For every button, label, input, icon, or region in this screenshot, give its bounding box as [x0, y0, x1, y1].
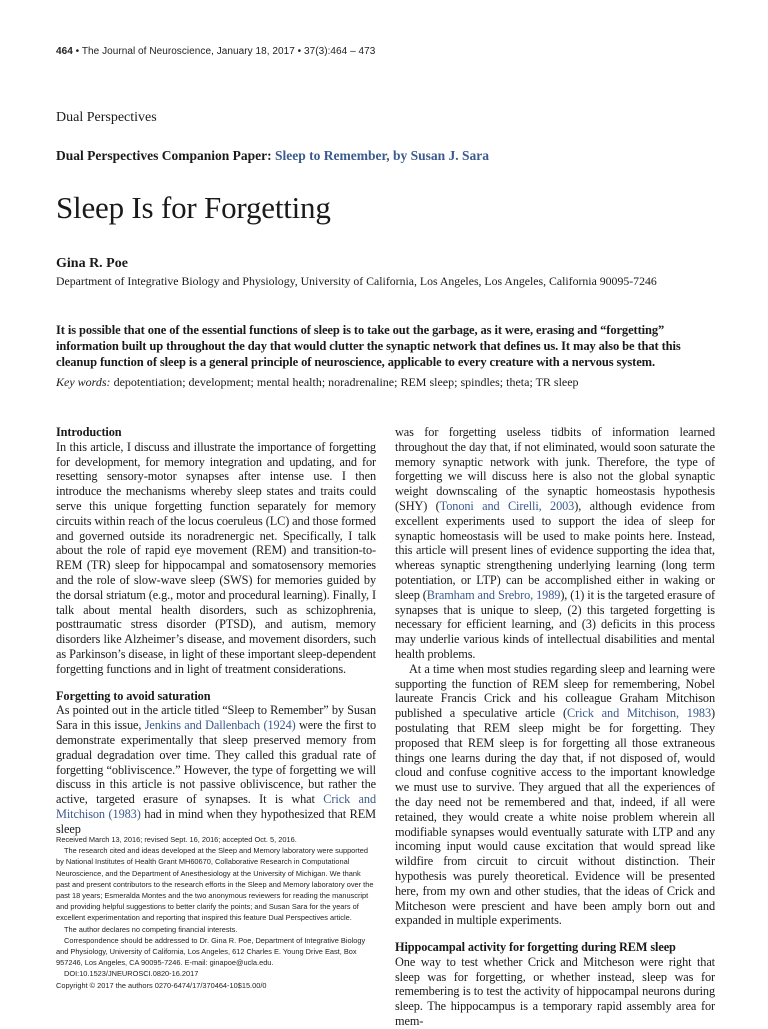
text-run: At a time when most studies regarding sleep and learning were supporting the function of REM sleep for remembering, Nobel laureate Francis Crick and his colleague Graham Mitchison published a speculative article ( [395, 661, 715, 721]
right-column [395, 425, 715, 1029]
hippocampal-paragraph: One way to test whether Crick and Mitcheson were right that sleep was for forgetting, or whether instead, sleep was for remembering is to test the activity of hippocampal neurons during sleep. The hippocampus is a temporary rapid assembly area for mem- [395, 954, 715, 1029]
text-run: was for forgetting useless tidbits of information learned throughout the day that, if not eliminated, would soon saturate the memory synaptic network with junk. Therefore, the type of forgetting we will discuss here is also not the global synaptic weight downscaling of the synaptic homeostasis hypothesis (SHY) ( [395, 425, 715, 513]
footnote-doi: DOI:10.1523/JNEUROSCI.0820-16.2017 [64, 969, 199, 979]
text-run: ), although evidence from excellent experiments used to support the idea of sleep for synaptic homeostasis will be used to make points here. Instead, this article will present lines of evidence supporting the idea that, whereas synaptic strengthening underlying learning (long term potentiation, or LTP) can be accomplished either in waking or sleep ( [395, 498, 715, 602]
keywords-label: Key words: [56, 375, 111, 389]
footnote-interests: The author declares no competing financial interests. [64, 924, 238, 934]
reference-link[interactable]: Crick and Mitchison, 1983 [566, 706, 712, 721]
text-run: had in mind when they hypothesized that REM sleep [56, 806, 376, 836]
reference-link[interactable]: Crick and Mitchison (1983) [56, 792, 377, 821]
companion-paper-line [56, 148, 489, 164]
footnote-copyright: Copyright © 2017 the authors 0270-6474/17/370464-10$15.00/0 [56, 980, 267, 990]
footnote-funding: The research cited and ideas developed at the Sleep and Memory laboratory were supported by National Institutes of Health Grant MH60670, Collaborative Research in Computational Neuroscience, and the Department of Anesthesiology at the University of Michigan. We thank past and present contributors to the research efforts in the Sleep and Memory laboratory over the past 18 years; Esmeralda Montes and the two anonymous reviewers for reading the manuscript and providing helpful suggestions to better clarify the points; and Susan Sara for the years of excellent experimentation and reporting that inspired this feature Dual Perspectives article. [56, 846, 374, 923]
body-paragraph [395, 662, 715, 928]
companion-prefix: Dual Perspectives Companion Paper: [56, 148, 275, 163]
footnotes [56, 834, 376, 991]
text-run: As pointed out in the article titled “Sleep to Remember” by Susan Sara in this issue, [56, 703, 376, 733]
author-affiliation: Department of Integrative Biology and Physiology, University of California, Los Angeles, Los Angeles, California 90095-7246 [56, 274, 657, 288]
left-column [56, 425, 376, 837]
reference-link[interactable]: Tononi and Cirelli, 2003 [439, 498, 575, 513]
footnote-correspondence: Correspondence should be addressed to Dr. Gina R. Poe, Department of Integrative Biology and Physiology, University of California, Los Angeles, 612 Charles E. Young Drive East, Box 957246, Los Angeles, CA 90095-7246. E-mail: ginapoe@ucla.edu. [56, 935, 366, 968]
companion-paper-link[interactable]: Sleep to Remember, by Susan J. Sara [274, 148, 489, 163]
keywords-text: depotentiation; development; mental health; noradrenaline; REM sleep; spindles; theta; TR sleep [110, 375, 579, 389]
saturation-heading: Forgetting to avoid saturation [56, 688, 211, 703]
saturation-paragraph [56, 703, 376, 836]
footnote-received: Received March 13, 2016; revised Sept. 16, 2016; accepted Oct. 5, 2016. [56, 835, 297, 844]
section-label: Dual Perspectives [56, 110, 157, 125]
introduction-paragraph: In this article, I discuss and illustrate the importance of forgetting for development, for memory integration and updating, and for resetting sensory-motor synapses after intense use. I then introduce the mechanisms whereby sleep states and traits could serve this unique forgetting function separately for memory circuits within reach of the locus coeruleus (LC) and those formed and governed outside its noradrenergic net. Specifically, I talk about the role of rapid eye movement (REM) and transition-to-REM (TR) sleep for hippocampal and somatosensory memories and the role of slow-wave sleep (SWS) for memories guided by the dorsal striatum (e.g., motor and procedural learning). Finally, I talk about mental health disorders, such as schizophrenia, posttraumatic stress disorder (PTSD), and autism, memory disorders like Alzheimer’s disease, and movement disorders, such as Parkinson’s disease, in light of these important sleep-dependent forgetting functions and in light of treatment considerations. [56, 439, 376, 676]
abstract: It is possible that one of the essential functions of sleep is to take out the garbage, as it were, erasing and “forgetting” information built up throughout the day that would clutter the synaptic network that defines us. It may also be that this cleanup function of sleep is a general principle of neuroscience, applicable to every creature with a nervous system. [56, 323, 681, 369]
page-number: 464 [56, 46, 73, 57]
introduction-heading: Introduction [56, 425, 122, 439]
reference-link[interactable]: Jenkins and Dallenbach (1924) [144, 718, 296, 733]
article-title: Sleep Is for Forgetting [56, 190, 331, 225]
body-paragraph [395, 425, 715, 662]
running-head [56, 46, 375, 57]
text-run: ) postulating that REM sleep might be for forgetting. They proposed that REM sleep is for forgetting all those extraneous things one learns during the day that, if not disposed of, would cloud and confuse cognitive access to the important knowledge we must use to survive. They argued that all the experiences of the day need not be remembered and that, indeed, if all were retained, they would create a white noise problem wherein all modifiable synapses would eventually saturate with LTP and any incoming input would cause excitation that would spread like wildfire from circuit to circuit without distinction. Their hypothesis was purely theoretical. Evidence will be presented here, from my own and other studies, that the ideas of Crick and Mitcheson were prescient and have been amply born out and expanded in multiple experiments. [395, 706, 716, 928]
journal-citation: • The Journal of Neuroscience, January 18, 2017 • 37(3):464 – 473 [72, 46, 376, 57]
reference-link[interactable]: Bramham and Srebro, 1989 [426, 587, 561, 602]
author-name: Gina R. Poe [56, 256, 128, 271]
keywords [56, 375, 716, 390]
text-run: were the first to demonstrate experimentally that sleep preserved memory from gradual degradation over time. They called this gradual rate of forgetting “obliviscence.” However, the type of forgetting we will discuss in this article is not passive obliviscence, but rather the active, targeted erasure of synapses. It is what [56, 718, 376, 807]
text-run: ), (1) it is the targeted erasure of synapses that is unique to sleep, (2) this targeted forgetting is necessary for efficient learning, and (3) deficits in this process may underlie various kinds of intellectual disabilities and mental health problems. [395, 587, 715, 661]
hippocampal-heading: Hippocampal activity for forgetting during REM sleep [395, 940, 676, 955]
